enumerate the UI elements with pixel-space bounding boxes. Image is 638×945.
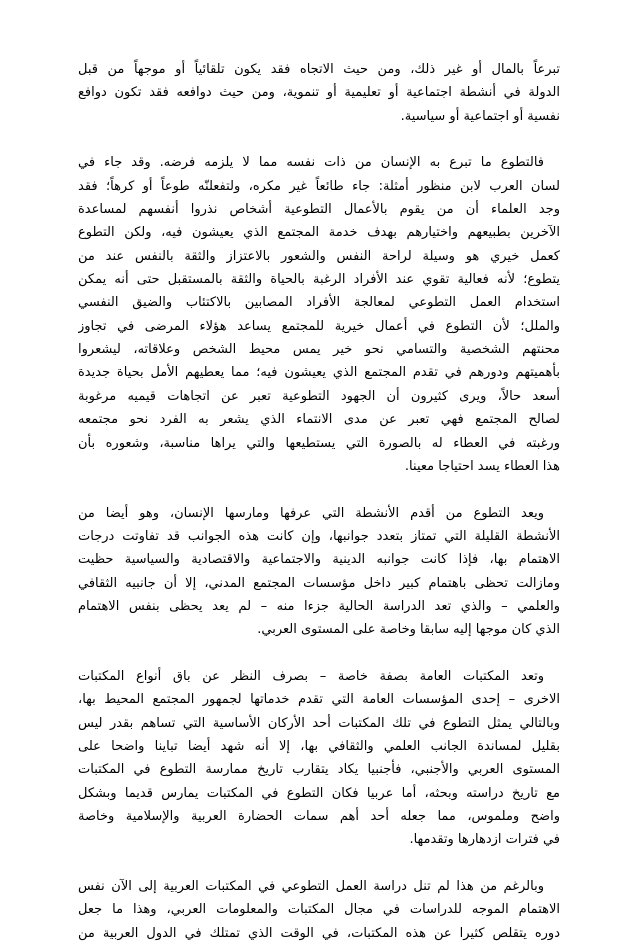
text-line: الاهتمام بها، فإذا كانت جوانبه الدينية والاجتماعية والاقتصادية والسياسية حظيت (78, 552, 560, 568)
paragraph (78, 665, 560, 852)
paragraph-gap (78, 852, 560, 875)
text-line: بأهميتهم ودورهم في تقدم المجتمع الذي يعيشون فيه؛ مما يعطيهم الأمل بحياة جديدة (78, 365, 560, 381)
text-line: وبالتالي يمثل التطوع في تلك المكتبات أحد الأركان الأساسية التي تساهم بقدر ليس (78, 715, 560, 731)
paragraph (78, 875, 560, 945)
text-line: الاهتمام الموجه للدراسات في مجال المكتبات والمعلومات العربي، وهذا ما جعل (78, 902, 560, 918)
text-line: دوره يتقلص كثيرا عن هذه المكتبات، في الوقت الذي تمتلك في الدول العربية من (78, 925, 560, 941)
text-line: ورغبته في العطاء له بالصورة التي يستطيعها والتي يراها مناسبة، وشعوره بأن (78, 435, 560, 451)
text-line: هذا العطاء يسد احتياجا معينا. (404, 458, 560, 474)
text-line: واضح وملموس، مما جعله أحد أهم سمات الحضارة العربية والإسلامية وخاصة (78, 809, 560, 824)
text-line: في فترات ازدهارها وتقدمها. (409, 832, 560, 848)
paragraph (78, 58, 560, 128)
paragraph-gap (78, 642, 560, 665)
text-line: لصالح المجتمع فهي تعبر عن مدى الانتماء الذي يشعر به الفرد نحو مجتمعه (78, 412, 560, 428)
text-line: لسان العرب لابن منظور أمثلة: جاء طائعاً غير مكره، ولتفعلنّه طوعاً أو كرهاً؛ فقد (78, 178, 560, 194)
text-line: والعلمي – والذي تعد الدراسة الحالية جزءا منه – لم يعد يحظى بنفس الاهتمام (78, 598, 560, 614)
document-page (78, 58, 560, 945)
text-line: نفسية أو اجتماعية أو سياسية. (400, 108, 560, 124)
text-line: الاخرى – إحدى المؤسسات العامة التي تقدم خدماتها لجمهور المجتمع المحيط بها، (78, 692, 560, 708)
text-line: الذي كان موجها إليه سابقا وخاصة على المستوى العربي. (257, 622, 560, 638)
text-line: فالتطوع ما تبرع به الإنسان من ذات نفسه مما لا يلزمه فرضه. وقد جاء في (78, 155, 544, 171)
text-line: المستوى العربي والأجنبي، فأجنبيا يكاد يتقارب تاريخ ممارسة التطوع في المكتبات (78, 762, 560, 778)
text-line: وجد العلماء أن من يقوم بالأعمال التطوعية أشخاص نذروا أنفسهم لمساعدة (78, 202, 560, 218)
text-line: تبرعاً بالمال أو غير ذلك، ومن حيث الاتجاه فقد يكون تلقائياً أو موجهاً من قبل (78, 62, 560, 77)
paragraph-gap (78, 128, 560, 151)
text-line: استخدام العمل التطوعي لمعالجة الأفراد المصابين بالاكتئاب والضيق النفسي (78, 295, 560, 311)
text-line: الآخرين بطبيعهم واختيارهم بهدف خدمة المجتمع الذي يعيشون فيه، ولكن التطوع (78, 225, 560, 241)
paragraph-gap (78, 478, 560, 501)
text-line: وبالرغم من هذا لم تنل دراسة العمل التطوعي في المكتبات العربية إلى الآن نفس (78, 879, 544, 895)
paragraph (78, 151, 560, 478)
text-line: كعمل خيري هو وسيلة لراحة النفس والشعور بالاعتزاز والثقة بالنفس عند من (78, 248, 560, 264)
text-line: يتطوع؛ لأنه فعالية تقوي عند الأفراد الرغبة بالحياة والثقة بالمستقبل حتى أنه يمكن (78, 272, 560, 288)
text-line: ويعد التطوع من أقدم الأنشطة التي عرفها ومارسها الإنسان، وهو أيضا من (78, 505, 544, 521)
text-line: ومازالت تحظى باهتمام كبير داخل مؤسسات المجتمع المدني، إلا أن جانبيه الثقافي (78, 575, 560, 591)
text-line: وتعد المكتبات العامة بصفة خاصة – بصرف النظر عن باق أنواع المكتبات (78, 668, 544, 684)
text-line: والملل؛ لأن التطوع في أعمال خيرية للمجتمع يساعد هؤلاء المرضى في تجاوز (78, 318, 560, 334)
paragraph (78, 502, 560, 642)
text-line: مع تاريخ دراسته وبحثه، أما عربيا فكان التطوع في المكتبات يمارس قديما وبشكل (78, 785, 560, 801)
text-line: الدولة في أنشطة اجتماعية أو تعليمية أو تنموية، ومن حيث دوافعه فقد تكون دوافع (78, 85, 560, 101)
text-line: محنتهم الشخصية والتسامي نحو خير يمس محيط الشخص وعلاقاته، ليشعروا (78, 342, 560, 358)
text-line: بقليل لمساندة الجانب العلمي والثقافي بها، إلا أنه شهد أيضا تباينا واضحا على (78, 738, 560, 754)
text-line: أسعد حالاً، ويرى كثيرون أن الجهود التطوعية تعبر عن اتجاهات قيميه مرغوبة (78, 388, 560, 404)
text-line: الأنشطة القليلة التي تمتاز بتعدد جوانبها، وإن كانت هذه الجوانب قد تفاوتت درجات (78, 528, 560, 544)
